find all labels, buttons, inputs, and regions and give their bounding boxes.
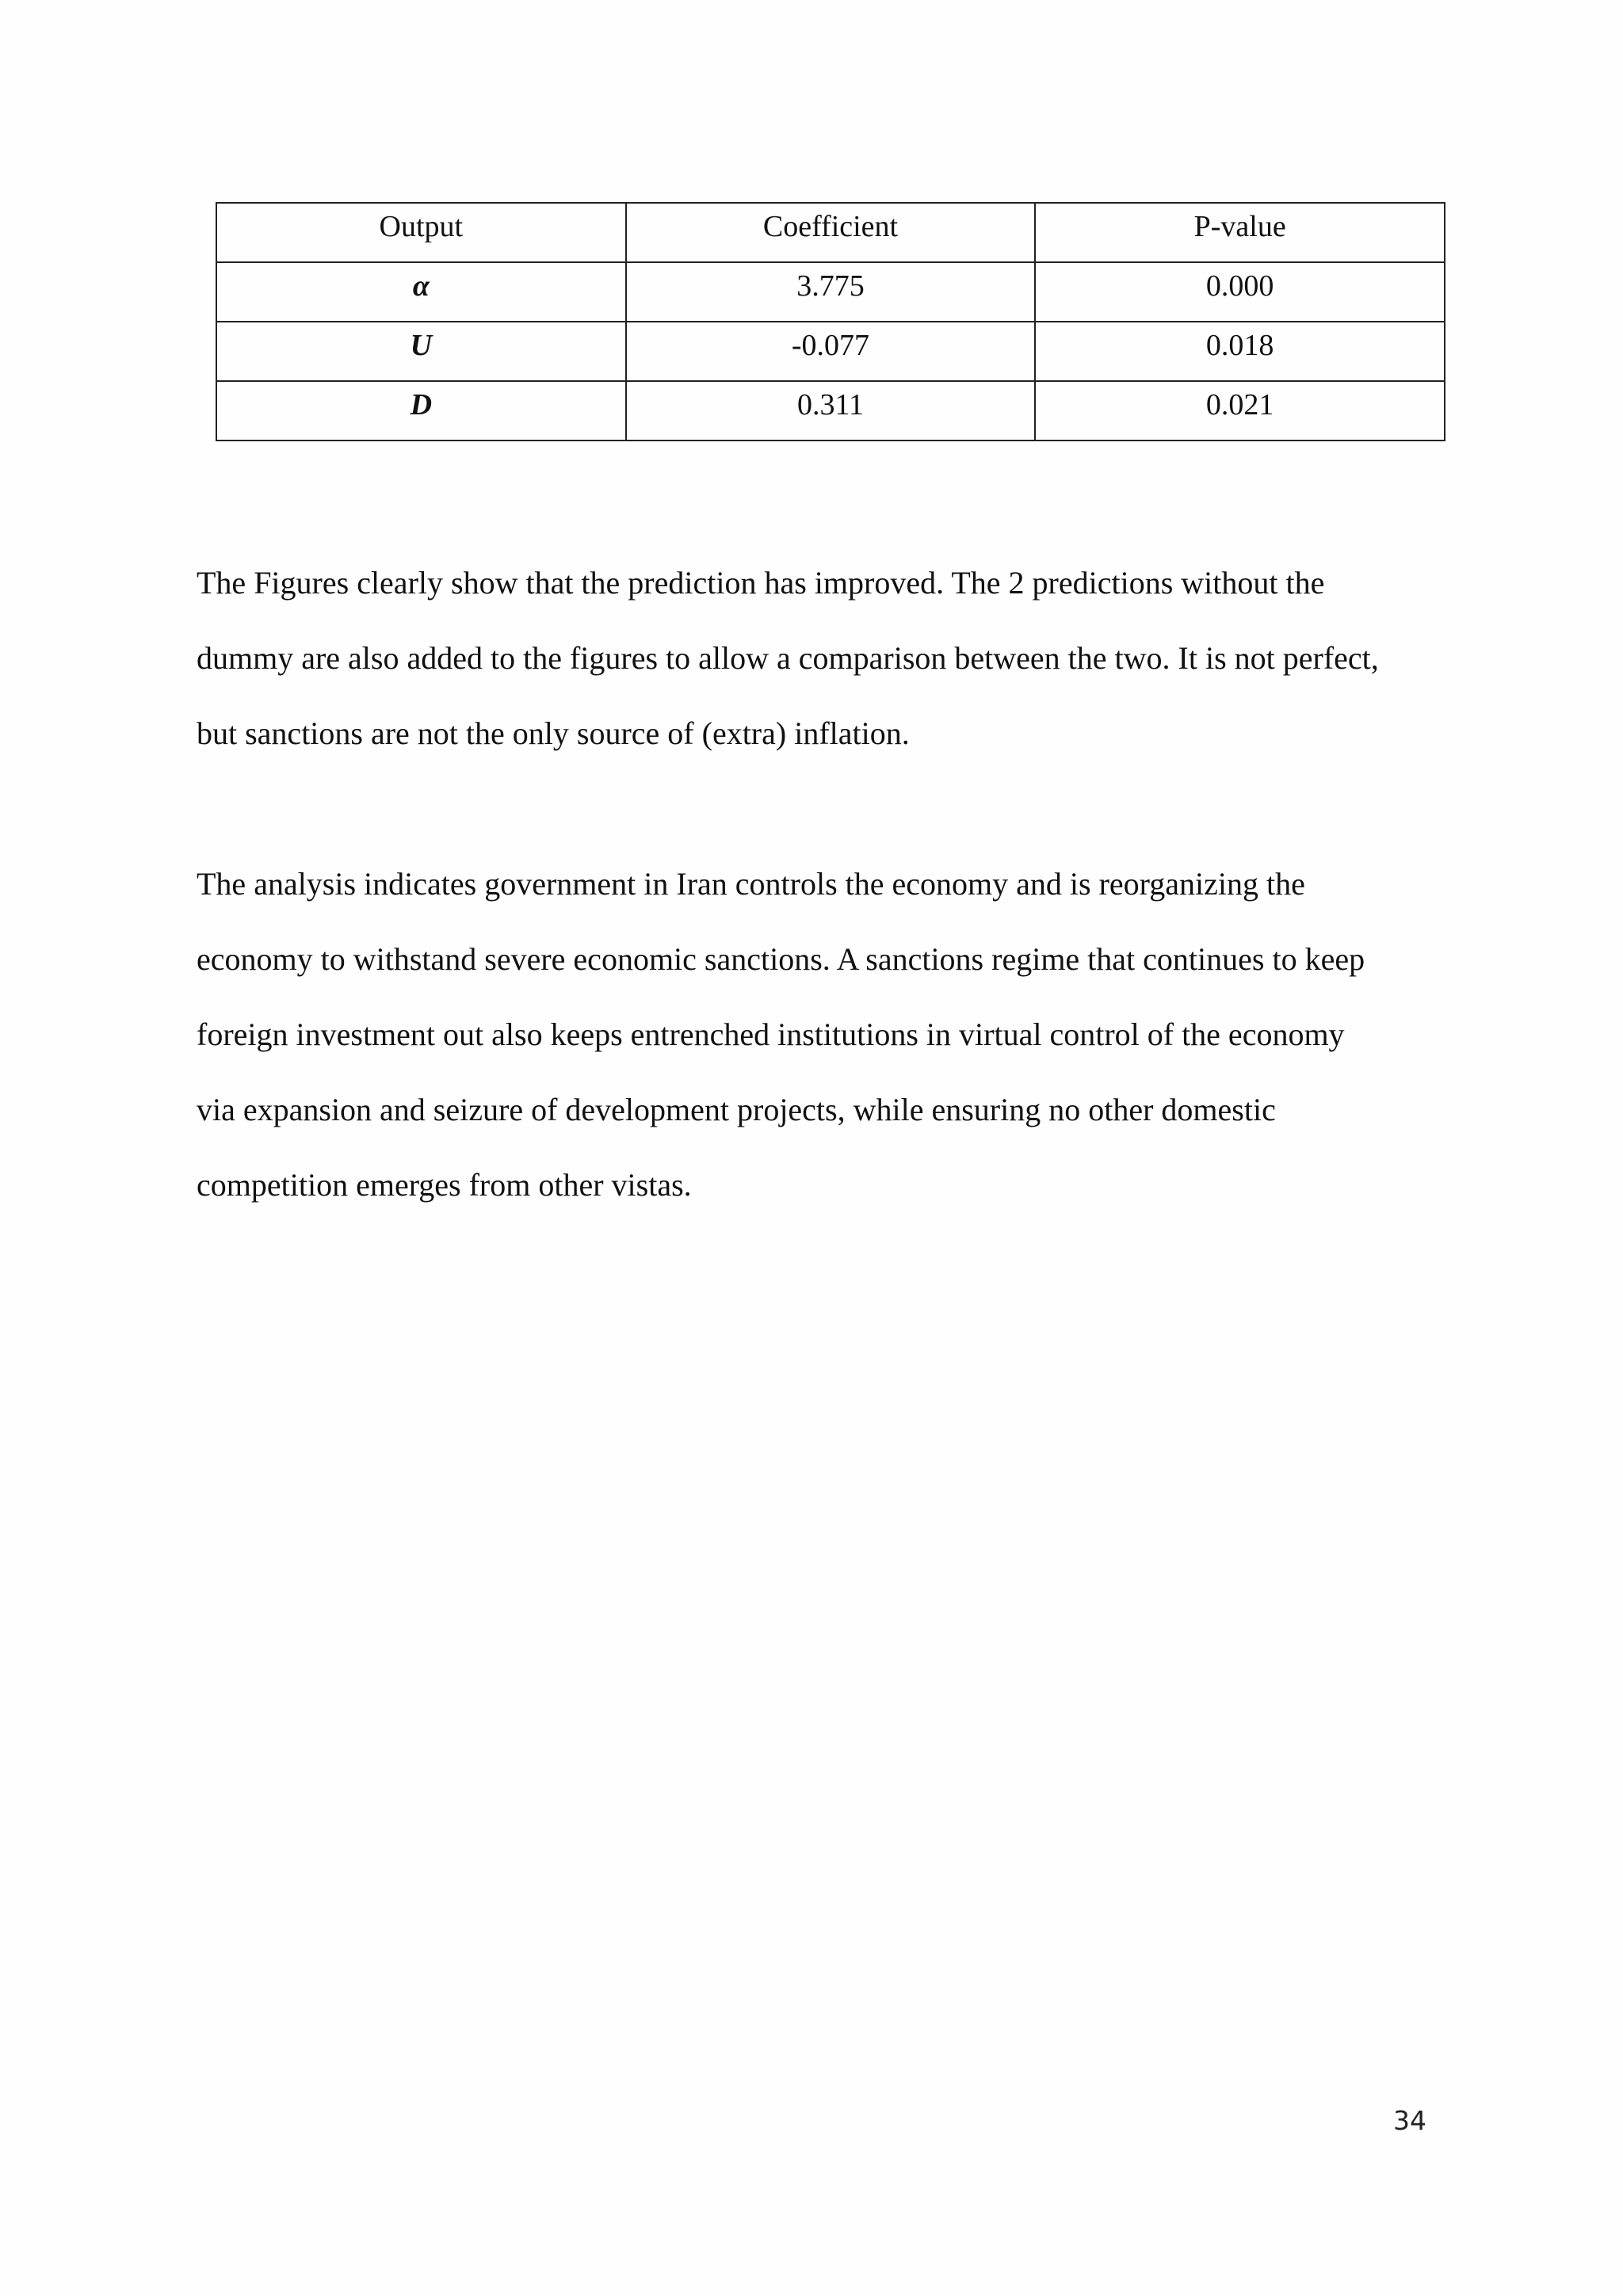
- coefficient-cell: -0.077: [626, 322, 1036, 381]
- paragraph-line: economy to withstand severe economic sanctions. A sanctions regime that continues to keep: [197, 941, 1365, 977]
- paragraph-line: but sanctions are not the only source of (extra) inflation.: [197, 715, 910, 751]
- table-row: [216, 381, 1445, 441]
- paragraph-line: The Figures clearly show that the prediction has improved. The 2 predictions without the: [197, 565, 1325, 601]
- p-value-cell: 0.000: [1035, 262, 1445, 322]
- page-number: 34: [1393, 2105, 1426, 2136]
- coefficient-cell: 3.775: [626, 262, 1036, 322]
- table-row: [216, 262, 1445, 322]
- body-paragraph: [197, 846, 1465, 1222]
- p-value-cell: 0.021: [1035, 381, 1445, 441]
- column-header-output: Output: [216, 203, 626, 262]
- paragraph-line: foreign investment out also keeps entrenched institutions in virtual control of the economy: [197, 1016, 1345, 1052]
- paragraph-line: competition emerges from other vistas.: [197, 1167, 692, 1203]
- variable-cell: D: [216, 381, 626, 441]
- p-value-cell: 0.018: [1035, 322, 1445, 381]
- column-header-p-value: P-value: [1035, 203, 1445, 262]
- table-header-row: [216, 203, 1445, 262]
- regression-table: [216, 202, 1445, 441]
- body-paragraph: [197, 545, 1465, 771]
- coefficient-cell: 0.311: [626, 381, 1036, 441]
- paragraph-line: via expansion and seizure of development projects, while ensuring no other domestic: [197, 1092, 1276, 1127]
- column-header-coefficient: Coefficient: [626, 203, 1036, 262]
- variable-cell: U: [216, 322, 626, 381]
- variable-cell: α: [216, 262, 626, 322]
- paragraph-line: dummy are also added to the figures to allow a comparison between the two. It is not perfect,: [197, 640, 1379, 676]
- paragraph-line: The analysis indicates government in Iran controls the economy and is reorganizing the: [197, 866, 1305, 902]
- table-row: [216, 322, 1445, 381]
